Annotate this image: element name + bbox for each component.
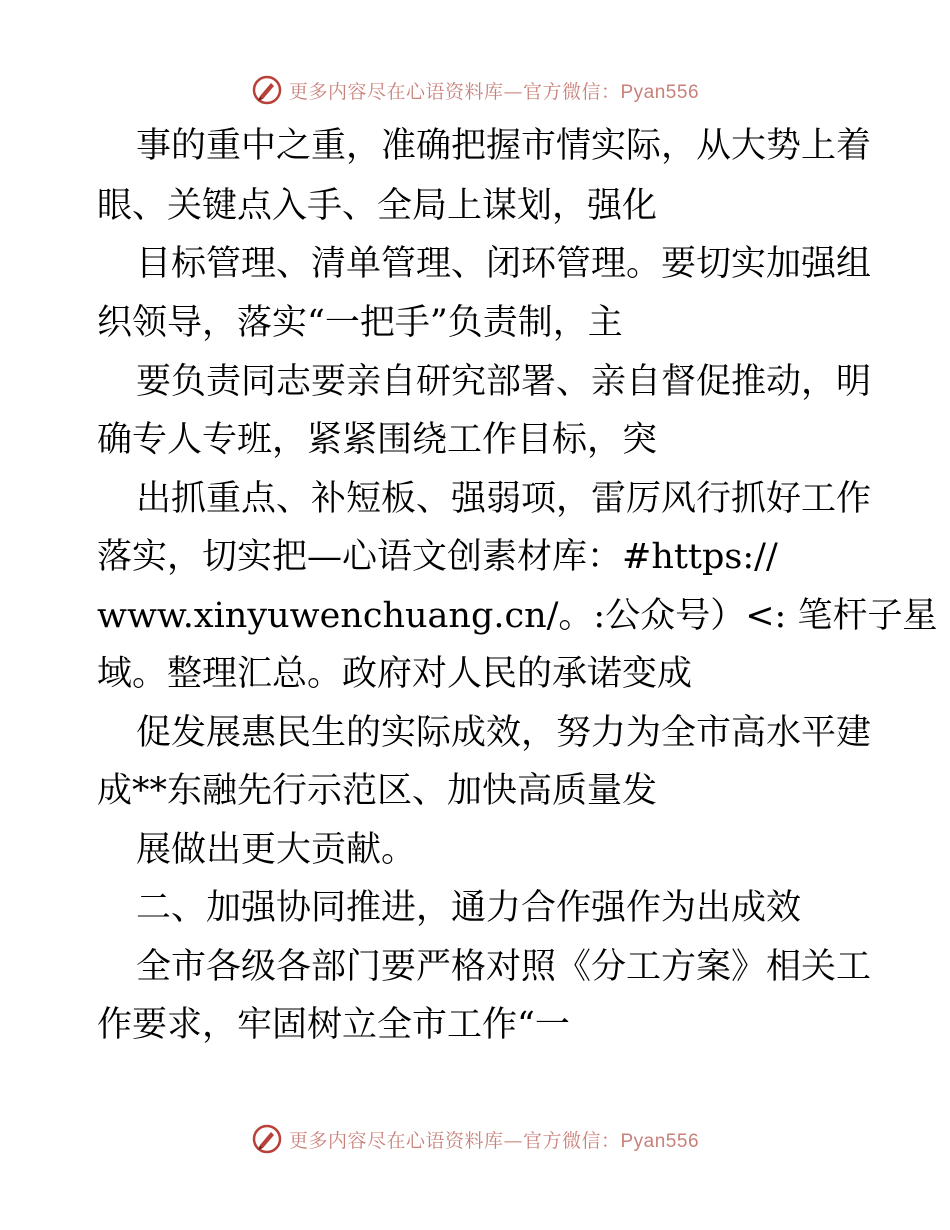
text-line: 目标管理、清单管理、闭环管理。要切实加强组 [136, 244, 872, 284]
text-line: 眼、关键点入手、全局上谋划，强化 [97, 186, 658, 226]
text-line: 促发展惠民生的实际成效，努力为全市高水平建 [136, 713, 872, 753]
text-line: 域。整理汇总。政府对人民的承诺变成 [97, 654, 693, 694]
text-line: 要负责同志要亲自研究部署、亲自督促推动，明 [136, 362, 872, 402]
text-line: 全市各级各部门要严格对照《分工方案》相关工 [136, 947, 872, 987]
text-line: 确专人专班，紧紧围绕工作目标，突 [97, 420, 658, 460]
banner-text: 更多内容尽在心语资料库—官方微信：Pyan556 [288, 1129, 700, 1152]
text-line: 展做出更大贡献。 [136, 830, 417, 870]
section-heading: 二、加强协同推进，通力合作强作为出成效 [136, 888, 802, 928]
text-line: www.xinyuwenchuang.cn/。:公众号）<: 笔杆子星 [97, 596, 938, 636]
text-line: 出抓重点、补短板、强弱项，雷厉风行抓好工作 [136, 479, 872, 519]
text-line: 落实，切实把—心语文创素材库：#https:// [97, 537, 778, 577]
banner-text: 更多内容尽在心语资料库—官方微信：Pyan556 [288, 80, 700, 103]
pen-logo-icon [251, 1123, 283, 1155]
text-line: 作要求，牢固树立全市工作“一 [97, 1005, 570, 1045]
footer-banner [0, 1121, 950, 1157]
text-line: 成**东融先行示范区、加快高质量发 [97, 771, 658, 811]
text-line: 织领导，落实“一把手”负责制，主 [97, 303, 623, 343]
text-line: 事的重中之重，准确把握市情实际，从大势上着 [136, 126, 872, 166]
